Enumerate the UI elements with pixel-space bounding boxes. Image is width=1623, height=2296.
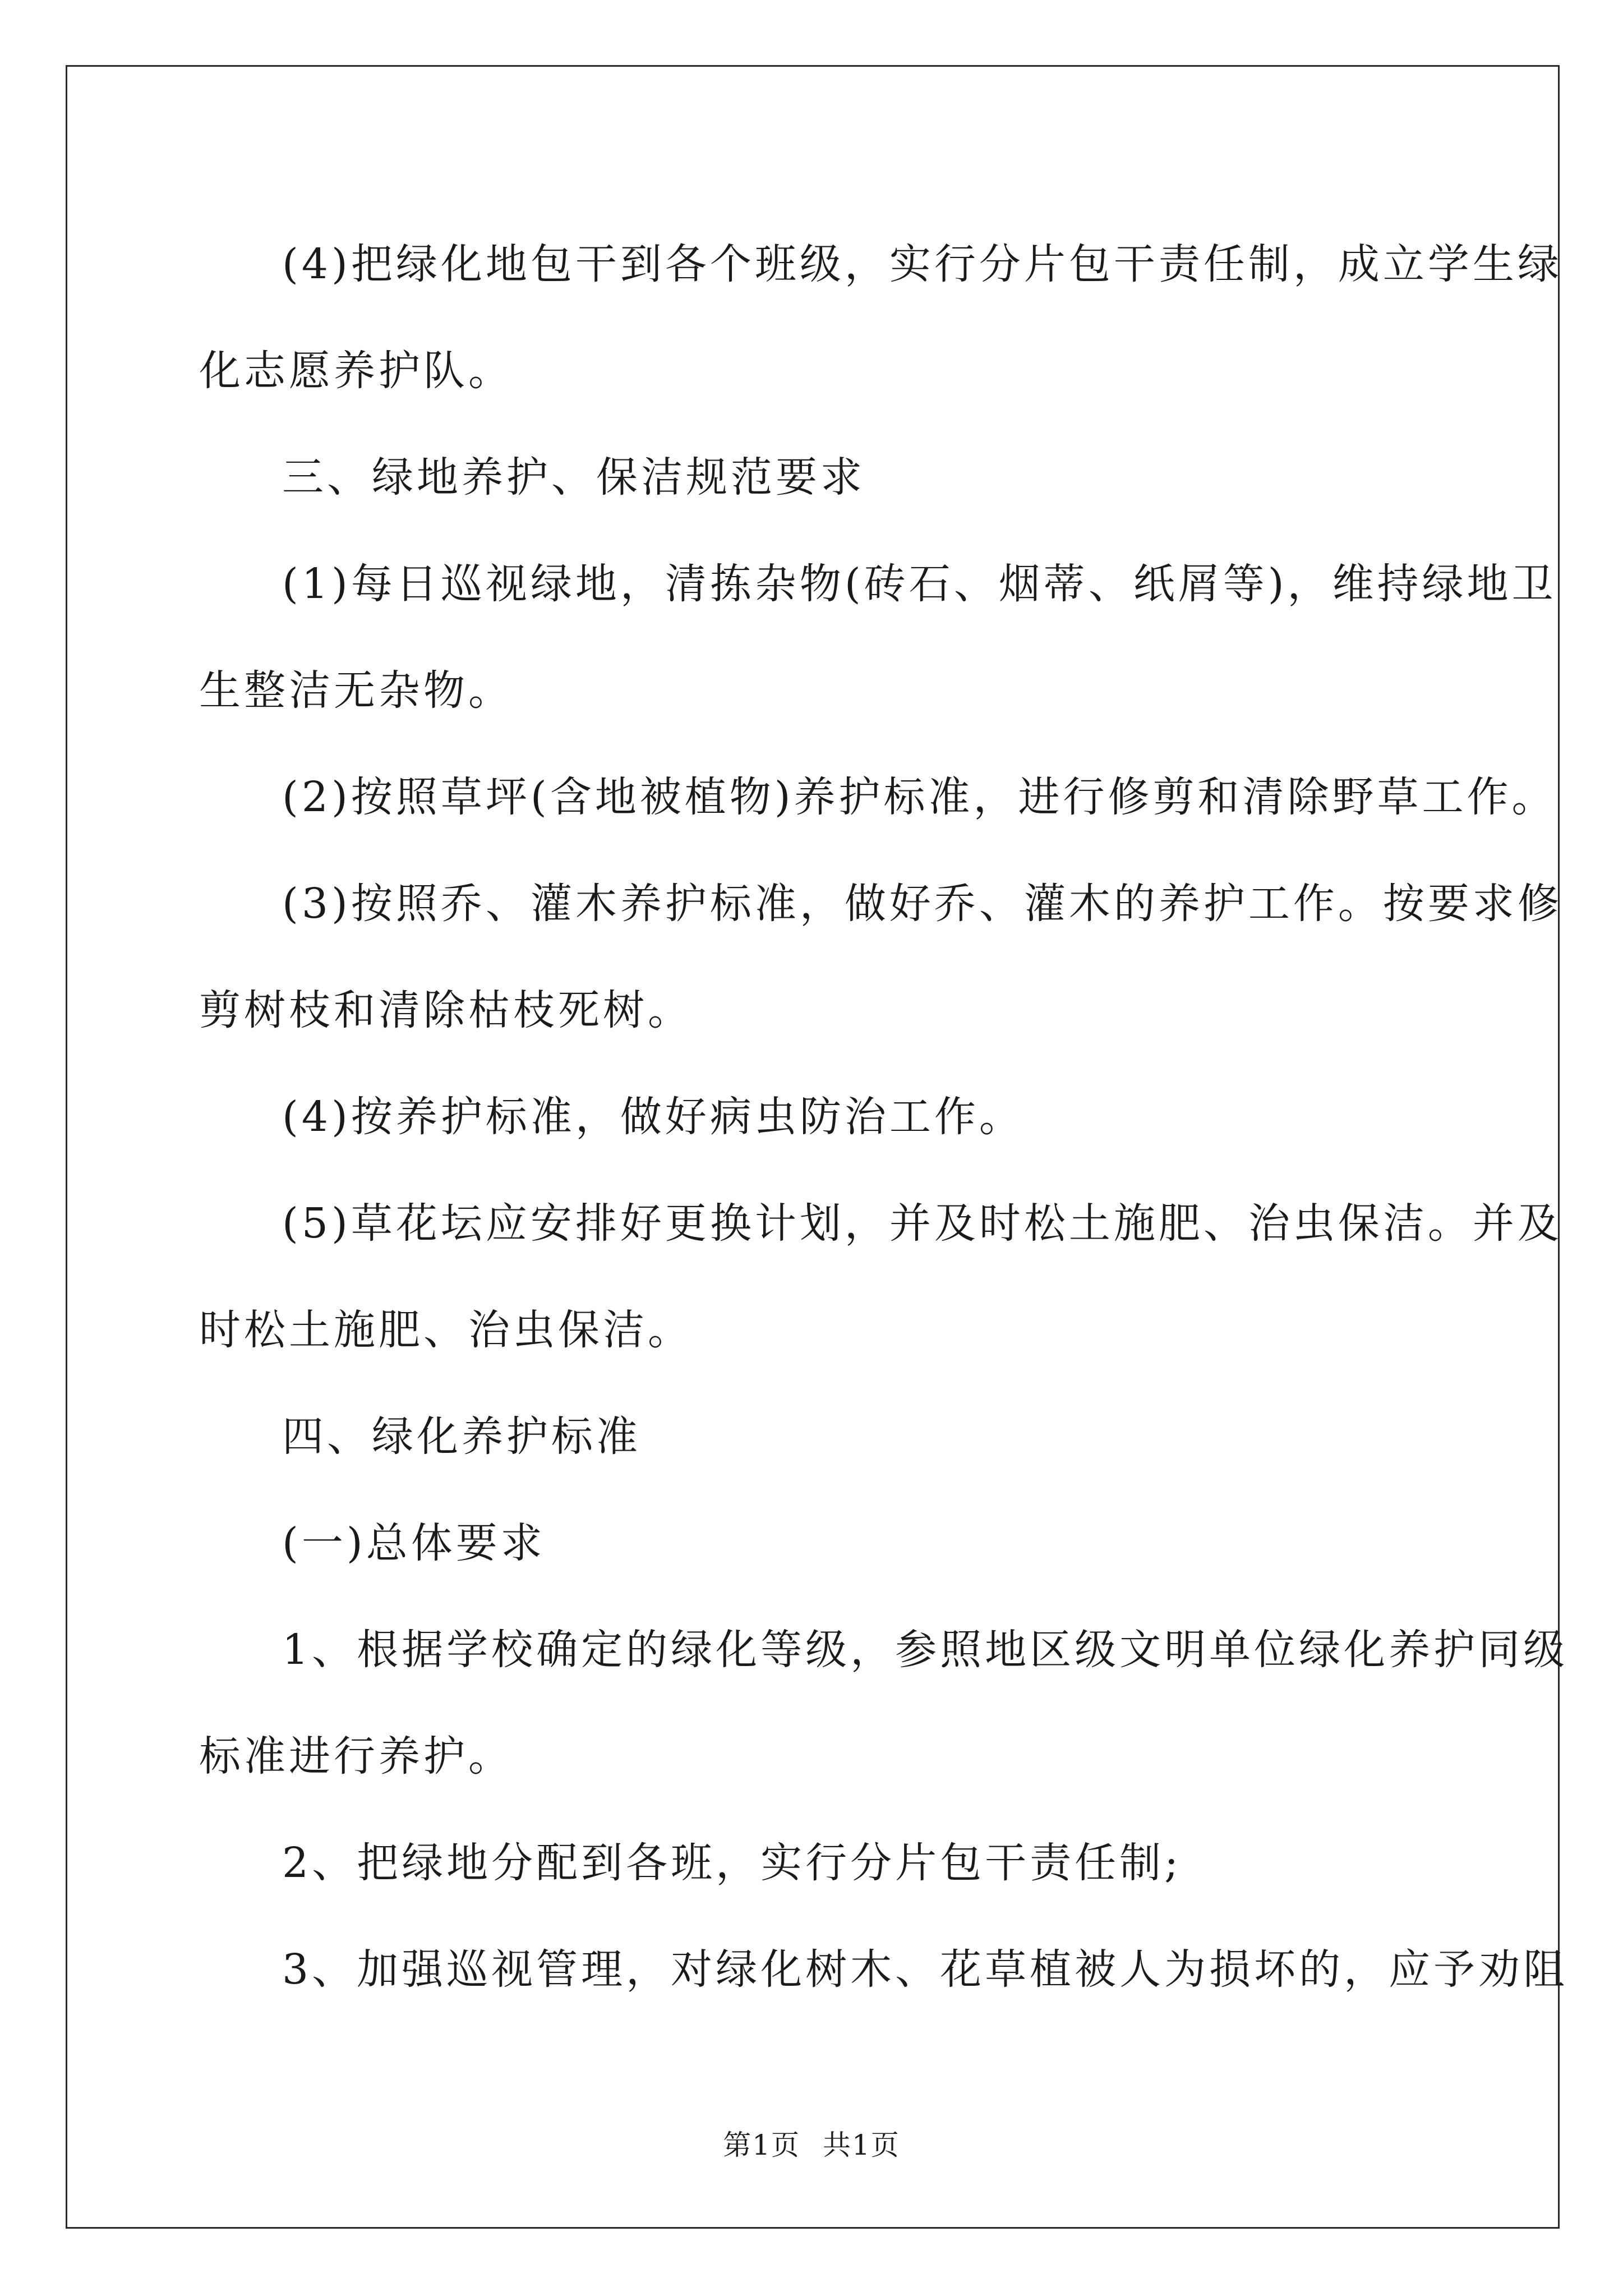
paragraph-1-line-2: 化志愿养护队。 [199,347,513,395]
page-footer [0,2123,1623,2163]
section-heading-4-text: 四、绿化养护标准 [282,1412,641,1461]
paragraph-1 [199,211,1562,424]
paragraph-3 [199,531,1557,744]
section-heading-3-text: 三、绿地养护、保洁规范要求 [282,453,865,501]
paragraph-4 [199,744,1557,850]
paragraph-3-line-1: (1)每日巡视绿地，清拣杂物(砖石、烟蒂、纸屑等)，维持绿地卫 [282,560,1557,608]
section-heading-4 [199,1383,1444,1490]
paragraph-4-line-1: (2)按照草坪(含地被植物)养护标准，进行修剪和清除野草工作。 [282,773,1557,821]
paragraph-12-line-1: 3、加强巡视管理，对绿化树木、花草植被人为损坏的，应予劝阻 [282,1945,1569,1994]
paragraph-6 [199,1064,1444,1170]
paragraph-12 [199,1916,1569,2023]
paragraph-5-line-2: 剪树枝和清除枯枝死树。 [199,986,693,1034]
paragraph-6-line-1: (4)按养护标准，做好病虫防治工作。 [282,1093,1024,1141]
page-number-current: 第1页 [723,2129,800,2161]
paragraph-10-line-1: 1、根据学校确定的绿化等级，参照地区级文明单位绿化养护同级 [282,1626,1569,1674]
paragraph-7-line-1: (5)草花坛应安排好更换计划，并及时松土施肥、治虫保洁。并及 [282,1199,1562,1248]
paragraph-10 [199,1596,1569,1810]
paragraph-1-line-1: (4)把绿化地包干到各个班级，实行分片包干责任制，成立学生绿 [282,240,1562,288]
paragraph-7-line-2: 时松土施肥、治虫保洁。 [199,1306,693,1354]
paragraph-11-line-1: 2、把绿地分配到各班，实行分片包干责任制; [282,1839,1182,1887]
paragraph-5 [199,850,1562,1064]
subsection-heading-1-text: (一)总体要求 [282,1519,546,1567]
paragraph-5-line-1: (3)按照乔、灌木养护标准，做好乔、灌木的养护工作。按要求修 [282,880,1562,928]
subsection-heading-1 [199,1490,1444,1596]
section-heading-3 [199,424,1444,531]
paragraph-10-line-2: 标准进行养护。 [199,1732,513,1780]
paragraph-11 [199,1810,1444,1916]
page-number-total: 共1页 [823,2129,900,2161]
paragraph-7 [199,1170,1562,1383]
document-body [199,211,1569,2023]
paragraph-3-line-2: 生整洁无杂物。 [199,666,513,715]
